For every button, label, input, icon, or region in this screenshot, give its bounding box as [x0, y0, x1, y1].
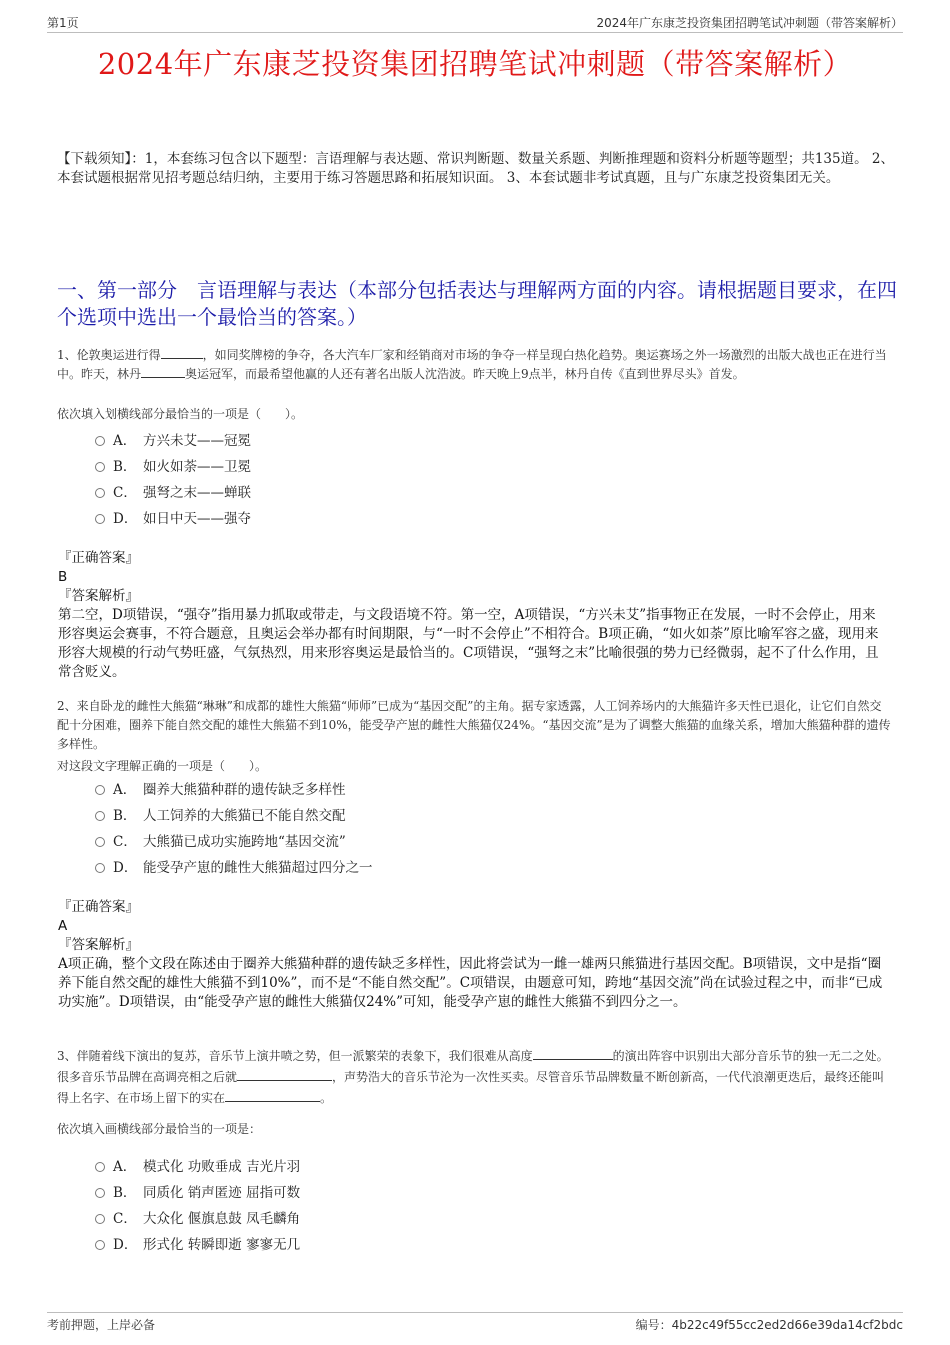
radio-icon[interactable]	[95, 436, 105, 446]
radio-icon[interactable]	[95, 462, 105, 472]
question-1-answer-block	[58, 549, 888, 682]
question-1-options	[95, 426, 251, 530]
answer-heading: 『正确答案』	[58, 550, 139, 566]
radio-icon[interactable]	[95, 1214, 105, 1224]
page-title: 2024年广东康芝投资集团招聘笔试冲刺题（带答案解析）	[97, 47, 853, 81]
option-d[interactable]: D． 如日中天——强夺	[95, 504, 251, 530]
answer-blank	[533, 1047, 613, 1060]
answer-heading: 『正确答案』	[58, 899, 139, 915]
radio-icon[interactable]	[95, 488, 105, 498]
option-b[interactable]: B． 人工饲养的大熊猫已不能自然交配	[95, 801, 373, 827]
radio-icon[interactable]	[95, 837, 105, 847]
option-a[interactable]: A． 方兴未艾——冠冕	[95, 426, 251, 452]
page-header	[47, 12, 903, 33]
page-footer	[47, 1312, 903, 1335]
option-b[interactable]: B． 同质化 销声匿迹 屈指可数	[95, 1178, 300, 1204]
answer-blank	[161, 346, 203, 359]
option-a[interactable]: A． 圈养大熊猫种群的遗传缺乏多样性	[95, 775, 373, 801]
question-3-prompt: 依次填入画横线部分最恰当的一项是：	[57, 1122, 262, 1136]
analysis-text: 第二空，D项错误，“强夺”指用暴力抓取或带走，与文段语境不符。第一空，A项错误，“方兴未艾”指事物正在发展，一时不会停止，用来形容奥运会赛事，不符合题意，且奥运会举办都有时间期限，与“一时不会停止”不相符合。B项正确，“如火如荼”原比喻军容之盛，现用来形容大规模的行动气势旺盛，气氛热烈，用来形容奥运是最恰当的。C项错误，“强弩之末”比喻很强的势力已经微弱，起不了什么作用，且常含贬义。	[58, 607, 879, 680]
radio-icon[interactable]	[95, 1162, 105, 1172]
answer-blank	[225, 1089, 320, 1102]
answer-value: A	[58, 918, 68, 934]
analysis-heading: 『答案解析』	[58, 588, 139, 604]
radio-icon[interactable]	[95, 514, 105, 524]
analysis-heading: 『答案解析』	[58, 937, 139, 953]
radio-icon[interactable]	[95, 785, 105, 795]
option-d[interactable]: D． 能受孕产崽的雌性大熊猫超过四分之一	[95, 853, 373, 879]
answer-value: B	[58, 569, 68, 585]
option-d[interactable]: D． 形式化 转瞬即逝 寥寥无几	[95, 1230, 300, 1256]
option-b[interactable]: B． 如火如荼——卫冕	[95, 452, 251, 478]
question-2-options	[95, 775, 373, 879]
analysis-text: A项正确，整个文段在陈述由于圈养大熊猫种群的遗传缺乏多样性，因此将尝试为一雌一雄两只熊猫进行基因交配。B项错误，文中是指“圈养下能自然交配的雄性大熊猫不到10%”，而不是“不能自然交配”。C项错误，由题意可知，跨地“基因交流”尚在试验过程之中，而非“已成功实施”。D项错误，由“能受孕产崽的雌性大熊猫仅24%”可知，能受孕产崽的雌性大熊猫不到四分之一。	[58, 956, 883, 1010]
option-c[interactable]: C． 大熊猫已成功实施跨地“基因交流”	[95, 827, 373, 853]
question-1-prompt: 依次填入划横线部分最恰当的一项是（ ）。	[57, 407, 304, 421]
question-1-stem: 1、伦敦奥运进行得 ，如同奖牌榜的争夺，各大汽车厂家和经销商对市场的争夺一样呈现白热化趋势。奥运赛场之外一场激烈的出版大战也正在进行当中。昨天，林丹 奥运冠军，而最希望他赢的人还有著名出版人沈浩波。昨天晚上9点半，林丹自传《直到世界尽头》首发。	[57, 348, 887, 381]
footer-slogan: 考前押题，上岸必备	[47, 1318, 156, 1332]
question-2-prompt: 对这段文字理解正确的一项是（ ）。	[57, 759, 268, 773]
option-a[interactable]: A． 模式化 功败垂成 吉光片羽	[95, 1152, 300, 1178]
answer-blank	[141, 365, 185, 378]
section-heading: 一、第一部分 言语理解与表达（本部分包括表达与理解两方面的内容。请根据题目要求，在四个选项中选出一个最恰当的答案。）	[57, 278, 897, 329]
option-c[interactable]: C． 强弩之末——蝉联	[95, 478, 251, 504]
answer-blank	[237, 1068, 332, 1081]
question-3-options	[95, 1152, 300, 1256]
question-3-stem: 3、伴随着线下演出的复苏，音乐节上演井喷之势，但一派繁荣的表象下，我们很难从高度 的演出阵容中识别出大部分音乐节的独一无二之处。很多音乐节品牌在高调亮相之后就 ，声势浩大的音乐节沦为一次性买卖。尽管音乐节品牌数量不断创新高，一代代浪潮更迭后，最终还能叫得上名字、在市场上留下的实在 。	[57, 1049, 889, 1105]
question-2-answer-block	[58, 898, 888, 1012]
footer-code: 编号：4b22c49f55cc2ed2d66e39da14cf2bdc	[635, 1318, 903, 1332]
radio-icon[interactable]	[95, 863, 105, 873]
page-number: 第1页	[47, 16, 79, 30]
radio-icon[interactable]	[95, 1188, 105, 1198]
radio-icon[interactable]	[95, 1240, 105, 1250]
option-c[interactable]: C． 大众化 偃旗息鼓 凤毛麟角	[95, 1204, 300, 1230]
question-2-stem: 2、来自卧龙的雌性大熊猫“琳琳”和成都的雄性大熊猫“师师”已成为“基因交配”的主角。据专家透露，人工饲养场内的大熊猫许多天性已退化，让它们自然交配十分困难，圈养下能自然交配的雄性大熊猫不到10%，能受孕产崽的雌性大熊猫仅24%。“基因交流”是为了调整大熊猫的血缘关系，增加大熊猫种群的遗传多样性。	[57, 699, 891, 751]
header-doc-title: 2024年广东康芝投资集团招聘笔试冲刺题（带答案解析）	[596, 16, 903, 30]
download-notice: 【下载须知】：1，本套练习包含以下题型：言语理解与表达题、常识判断题、数量关系题、判断推理题和资料分析题等题型；共135道。 2、本套试题根据常见招考题总结归纳，主要用于练习答题思路和拓展知识面。 3、本套试题非考试真题，且与广东康芝投资集团无关。	[57, 151, 894, 186]
radio-icon[interactable]	[95, 811, 105, 821]
